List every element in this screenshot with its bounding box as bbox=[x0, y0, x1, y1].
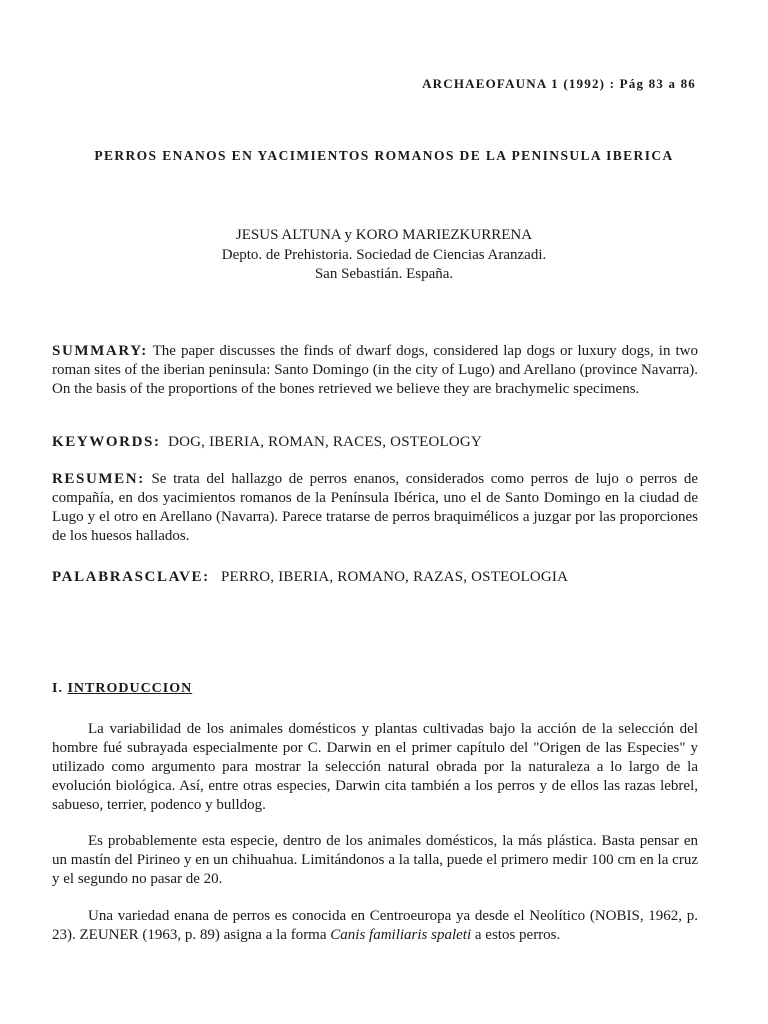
paragraph-3-text-start: Una variedad enana de perros es conocida en Centroeuropa ya desde el Neolítico (NOBIS, 1962, p. 23). ZEUNER (1963, p. 89) asigna a la forma bbox=[52, 908, 698, 943]
palabras-clave-text: PERRO, IBERIA, ROMANO, RAZAS, OSTEOLOGIA bbox=[220, 569, 569, 585]
keywords-paragraph bbox=[52, 433, 698, 452]
authors: JESUS ALTUNA y KORO MARIEZKURRENA bbox=[235, 227, 533, 243]
keywords-label: KEYWORDS: bbox=[52, 434, 161, 450]
resumen-text: Se trata del hallazgo de perros enanos, considerados como perros de lujo o perros de compañía, en dos yacimientos romanos de la Península Ibérica, uno el de Santo Domingo en la ciudad de Lugo y el otro en Arellano (Navarra). Parece tratarse de perros braquimélicos a juzgar por las proporciones de los huesos hallados. bbox=[52, 471, 698, 544]
summary-text: The paper discusses the finds of dwarf dogs, considered lap dogs or luxury dogs, in two roman sites of the iberian peninsula: Santo Domingo (in the city of Lugo) and Arellano (province Navarra). On the basis of the proportions of the bones retrieved we believe they are brachymelic specimens. bbox=[52, 343, 698, 397]
palabras-clave-label: PALABRASCLAVE: bbox=[52, 569, 210, 585]
author-block bbox=[0, 226, 768, 285]
body-paragraph-3 bbox=[52, 907, 698, 945]
summary-label: SUMMARY: bbox=[52, 343, 148, 359]
species-name: Canis familiaris spaleti bbox=[330, 927, 472, 943]
keywords-text: DOG, IBERIA, ROMAN, RACES, OSTEOLOGY bbox=[168, 434, 482, 450]
body-paragraph-1: La variabilidad de los animales domésticos y plantas cultivadas bajo la acción de la selección del hombre fué subrayada especialmente por C. Darwin en el primer capítulo del "Origen de las Especies" y utilizado como argumento para mostrar la selección natural obrada por la naturaleza a lo largo de la evolución biológica. Así, entre otras especies, Darwin cita también a los perros y de ellos las razas lebrel, sabueso, terrier, podenco y bulldog. bbox=[52, 721, 698, 813]
article-title: PERROS ENANOS EN YACIMIENTOS ROMANOS DE LA PENINSULA IBERICA bbox=[94, 148, 674, 163]
paragraph-3-text-end: a estos perros. bbox=[471, 927, 561, 943]
journal-citation: ARCHAEOFAUNA 1 (1992) : Pág 83 a 86 bbox=[422, 76, 696, 91]
section-heading-introduccion bbox=[52, 681, 192, 697]
summary-paragraph bbox=[52, 342, 698, 399]
section-title: INTRODUCCION bbox=[67, 681, 193, 696]
affiliation-line-2: San Sebastián. España. bbox=[314, 266, 454, 282]
section-number: I. bbox=[52, 681, 63, 696]
resumen-paragraph bbox=[52, 470, 698, 546]
palabras-clave-paragraph bbox=[52, 568, 698, 587]
body-paragraph-2: Es probablemente esta especie, dentro de los animales domésticos, la más plástica. Basta pensar en un mastín del Pirineo y en un chihuahua. Limitándonos a la talla, puede el primero medir 100 cm en la cruz y el segundo no pasar de 20. bbox=[52, 833, 698, 887]
affiliation-line-1: Depto. de Prehistoria. Sociedad de Ciencias Aranzadi. bbox=[221, 246, 547, 263]
resumen-label: RESUMEN: bbox=[52, 471, 145, 487]
